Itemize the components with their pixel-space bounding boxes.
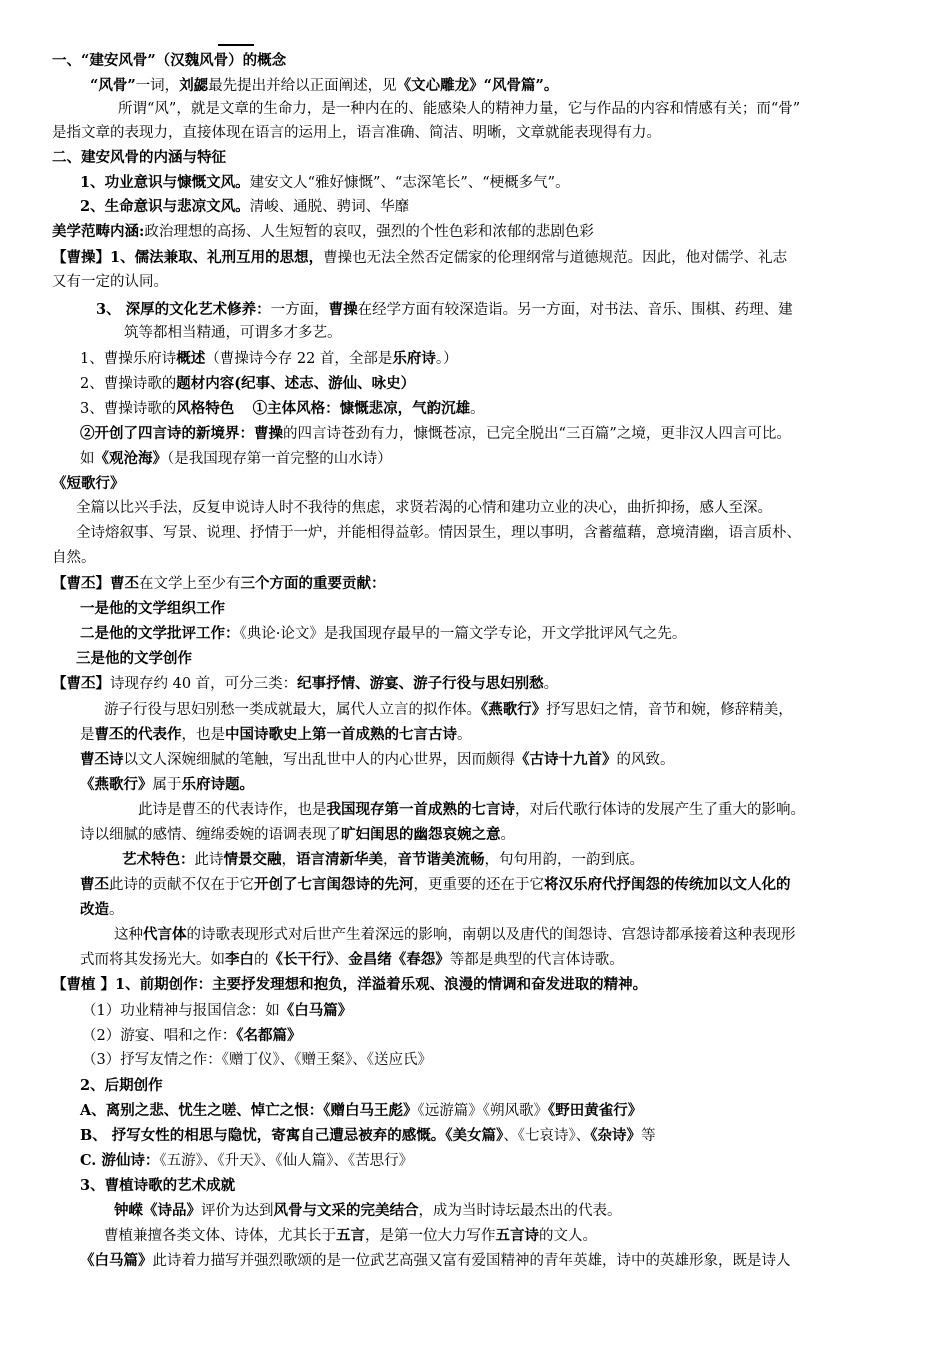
text-line: [76, 521, 801, 546]
text: 曹操也无法全然否定儒家的伦理纲常与道德规范。因此，他对儒学、礼志: [323, 250, 788, 266]
bold-text: B、 抒写女性的相思与隐忧，寄寓自己遭忌被弃的感慨。: [80, 1127, 446, 1144]
text: ，是第一位大力写作: [365, 1228, 496, 1244]
bold-text: 3、曹植诗歌的艺术成就: [80, 1177, 236, 1194]
bold-text: 《野田黄雀行》: [548, 1102, 643, 1119]
bold-text: 开创了七言闺怨诗的先河: [254, 876, 414, 893]
text-line: [80, 346, 458, 371]
bold-text: 一、“建安风骨”（汉魏风骨）的概念: [52, 52, 287, 69]
bold-text: 《观沧海》: [94, 450, 167, 467]
text: 等: [641, 1128, 656, 1144]
bold-text: 二是他的文学批评工作：: [80, 625, 240, 642]
text-line: [52, 219, 594, 244]
text-line: [80, 1098, 642, 1123]
bold-text: C. 游仙诗：: [80, 1152, 160, 1169]
bold-text: 《古诗十九首》: [515, 751, 617, 768]
bold-text: 《赠白马王彪》: [323, 1102, 418, 1119]
bold-text: 一是他的文学组织工作: [80, 600, 225, 617]
bold-text: 五言: [336, 1227, 365, 1244]
text: 最先提出并给以正面阐述，见: [208, 78, 397, 94]
bold-text: 曹丕: [80, 876, 109, 893]
bold-text: 金昌绪《春怨》: [348, 951, 450, 968]
bold-text: 曹操: [254, 425, 283, 442]
bold-text: 艺术特色：: [122, 851, 195, 868]
text: 以文人深婉细腻的笔触，写出乱世中人的内心世界，因而颇得: [123, 752, 515, 768]
text: ，: [281, 852, 296, 868]
text-line: [52, 571, 386, 596]
bold-text: 题材内容(纪事、述志、游仙、咏史）: [176, 375, 416, 392]
text: 筑等都相当精通，可谓多才多艺。: [124, 325, 342, 341]
bold-text: 语言清新华美: [296, 851, 383, 868]
text-line: [80, 947, 624, 972]
text-line: [82, 998, 352, 1023]
text: 是: [80, 727, 95, 743]
text: 。: [109, 902, 124, 918]
text-line: [52, 48, 286, 73]
text: 评价为达到: [201, 1203, 274, 1219]
text-line: [96, 297, 793, 322]
text-line: [104, 1223, 597, 1248]
text-line: [80, 1123, 656, 1148]
text-line: [80, 1073, 163, 1098]
text-line: [80, 396, 485, 421]
text: 诗以细腻的感情、缠绵委婉的语调表现了: [80, 827, 341, 843]
text: 此诗: [194, 852, 224, 868]
text-line: [52, 671, 558, 696]
text: （3）抒写友情之作：《赠丁仪》、《赠王粲》、《送应氏》: [82, 1052, 432, 1068]
bold-text: 【曹丕】: [52, 675, 110, 692]
text-line: [80, 446, 392, 471]
bold-text: 《文心雕龙》“风骨篇”。: [396, 77, 559, 94]
text: 此诗的贡献不仅在于它: [109, 877, 254, 893]
bold-text: 【曹植 】1、前期创作：主要抒发理想和抱负，洋溢着乐观、浪漫的情调和奋发进取的精神。: [52, 976, 648, 993]
bold-text: 概述: [176, 350, 206, 367]
text-line: [52, 972, 647, 997]
text-line: [80, 1173, 235, 1198]
text: （曹操诗今存 22 首，全部是: [205, 351, 393, 367]
text: 3、曹操诗歌的: [80, 401, 177, 417]
text-line: [80, 170, 570, 195]
text: 全篇以比兴手法，反复申说诗人时不我待的焦虑，求贤若渴的心情和建功立业的决心，曲折抑扬，感人至深。: [76, 500, 772, 516]
text: ，成为当时诗坛最杰出的代表。: [418, 1203, 622, 1219]
bold-text: 乐府诗题。: [181, 776, 254, 793]
text: ，句句用韵，一韵到底。: [484, 852, 644, 868]
bold-text: 曹操: [328, 301, 358, 318]
text: 、《七哀诗》、: [503, 1128, 591, 1144]
text: 如: [80, 451, 95, 467]
text: 。: [543, 676, 559, 692]
bold-text: 曹丕的代表作: [94, 726, 182, 743]
bold-text: 【曹丕】曹丕: [52, 575, 139, 592]
text-line: [52, 546, 96, 571]
bold-text: 《长干行》: [268, 951, 334, 968]
text: 游子行役与思妇别愁一类成就最大，属代人立言的拟作体。: [104, 702, 481, 718]
text: 所谓“风”，就是文章的生命力，是一种内在的、能感染人的精神力量，它与作品的内容和情感有关；而“骨”: [118, 101, 801, 117]
text: 在文学上至少有: [139, 576, 241, 592]
text-line: [80, 371, 415, 396]
bold-text: 《杂诗》: [590, 1127, 642, 1144]
text: 1、曹操乐府诗: [80, 351, 177, 367]
bold-text: 代言体: [143, 926, 187, 943]
bold-text: 2、后期创作: [80, 1077, 163, 1094]
bold-text: 旷妇闺思的幽怨哀婉之意: [341, 826, 501, 843]
text: 2、曹操诗歌的: [80, 376, 177, 392]
text: 此诗是曹丕的代表诗作，也是: [138, 802, 327, 818]
text: 的文人。: [539, 1228, 597, 1244]
text-line: [114, 922, 796, 947]
text-line: [52, 471, 125, 496]
text: 属于: [152, 777, 182, 793]
text: 。）: [435, 351, 458, 367]
bold-text: 《美女篇》: [445, 1127, 504, 1144]
text-line: [114, 1198, 622, 1223]
text-line: [76, 646, 192, 671]
bold-text: ①主体风格：慷慨悲凉，气韵沉雄: [252, 400, 471, 417]
text: ，更重要的还在于它: [413, 877, 544, 893]
bold-text: ②开创了四言诗的新境界：: [80, 425, 254, 442]
text: 自然。: [52, 550, 96, 566]
text: 。: [457, 727, 472, 743]
text-line: [80, 421, 791, 446]
bold-text: A、离别之悲、忧生之嗟、悼亡之恨：: [80, 1102, 324, 1119]
text-line: [80, 194, 409, 219]
bold-text: 钟嵘《诗品》: [114, 1202, 201, 1219]
text-line: [80, 722, 472, 747]
bold-text: 乐府诗: [392, 350, 436, 367]
text: 。: [470, 401, 485, 417]
text: 。: [500, 827, 515, 843]
bold-text: 五言诗: [495, 1227, 539, 1244]
bold-text: 3、 深厚的文化艺术修养：: [96, 301, 271, 318]
text-line: [80, 1148, 413, 1173]
text: 此诗着力描写并强烈歌颂的是一位武艺高强又富有爱国精神的青年英雄，诗中的英雄形象，既是诗人: [152, 1253, 791, 1269]
text-line: [118, 97, 800, 122]
text: 等都是典型的代言体诗歌。: [449, 952, 624, 968]
bold-text: 风骨与文采的完美结合: [273, 1202, 419, 1219]
bold-text: 《名都篇》: [236, 1027, 302, 1044]
bold-text: “风骨”: [90, 77, 136, 94]
bold-text: 我国现存第一首成熟的七言诗: [326, 801, 515, 818]
bold-text: 美学范畴内涵:: [52, 223, 145, 240]
text-line: [124, 321, 342, 346]
text: 又有一定的认同。: [52, 274, 168, 290]
text: （是我国现存第一首完整的山水诗）: [167, 451, 392, 467]
text-line: [80, 772, 254, 797]
text-line: [80, 822, 515, 847]
text: （1）功业精神与报国信念：如: [82, 1003, 280, 1019]
text-line: [76, 496, 772, 521]
text: 全诗熔叙事、写景、说理、抒情于一炉，并能相得益彰。情因景生，理以事明，含蓄蕴藉，意境清幽，语言质朴、: [76, 525, 801, 541]
text: 的四言诗苍劲有力，慷慨苍凉，已完全脱出“三百篇”之境，更非汉人四言可比。: [283, 426, 791, 442]
bold-text: 《燕歌行》: [80, 776, 153, 793]
text-line: [52, 270, 168, 295]
text: 清峻、通脱、骋词、华靡: [249, 199, 410, 215]
bold-text: 情景交融: [223, 851, 282, 868]
text-line: [52, 245, 787, 270]
bold-text: 李白: [225, 951, 254, 968]
text: 曹植兼擅各类文体、诗体，尤其长于: [104, 1228, 336, 1244]
text-line: [52, 145, 226, 170]
text: ，对后代歌行体诗的发展产生了重大的影响。: [515, 802, 805, 818]
text-line: [90, 73, 558, 98]
text: 诗现存约 40 首，可分三类：: [110, 676, 298, 692]
text-line: [104, 697, 793, 722]
text-line: [80, 596, 225, 621]
bold-text: 曹丕诗: [80, 751, 124, 768]
text: 《典论·论文》是我国现存最早的一篇文学专论，开文学批评风气之先。: [239, 626, 687, 642]
text: 《五游》、《升天》、《仙人篇》、《苦思行》: [159, 1153, 414, 1169]
text: 式而将其发扬光大。如: [80, 952, 225, 968]
bold-text: 《白马篇》: [80, 1252, 153, 1269]
bold-text: 三是他的文学创作: [76, 650, 192, 667]
bold-text: 2、生命意识与悲凉文风。: [80, 198, 250, 215]
text: 这种: [114, 927, 143, 943]
bold-text: 【曹操】1、儒法兼取、礼刑互用的思想，: [52, 249, 324, 266]
text: 在经学方面有较深造诣。另一方面，对书法、音乐、围棋、药理、建: [357, 302, 793, 318]
bold-text: 改造: [80, 901, 109, 918]
bold-text: 1、功业意识与慷慨文风。: [80, 174, 250, 191]
text-line: [80, 872, 791, 897]
text: （2）游宴、唱和之作：: [82, 1028, 237, 1044]
text: 抒写思妇之情，音节和婉，修辞精美，: [546, 702, 793, 718]
bold-text: 中国诗歌史上第一首成熟的七言古诗: [225, 726, 457, 743]
bold-text: 《白马篇》: [279, 1002, 353, 1019]
text-line: [80, 1248, 791, 1273]
bold-text: 风格特色: [176, 400, 235, 417]
text: 政治理想的高扬、人生短暂的哀叹，强烈的个性色彩和浓郁的悲剧色彩: [144, 224, 594, 240]
text-line: [82, 1048, 432, 1073]
text: ，也是: [181, 727, 225, 743]
text: 是指文章的表现力，直接体现在语言的运用上，语言准确、简洁、明晰，文章就能表现得有力。: [52, 125, 661, 141]
text: 的风致。: [616, 752, 675, 768]
text-line: [52, 121, 661, 146]
text-line: [80, 747, 675, 772]
bold-text: 音节谐美流畅: [397, 851, 485, 868]
top-dash-rule: [218, 44, 254, 46]
text: 建安文人“雅好慷慨”、“志深笔长”、“梗概多气”。: [249, 175, 570, 191]
text-line: [80, 621, 686, 646]
text: 一方面，: [270, 302, 329, 318]
text: 的: [254, 952, 269, 968]
text-line: [82, 1023, 301, 1048]
text-line: [80, 897, 124, 922]
text: 一词，: [135, 78, 180, 94]
text: ，: [383, 852, 398, 868]
bold-text: 《短歌行》: [52, 475, 125, 492]
bold-text: 《燕歌行》: [481, 701, 547, 718]
bold-text: 三个方面的重要贡献：: [240, 575, 386, 592]
text: [234, 401, 252, 417]
bold-text: 纪事抒情、游宴、游子行役与思妇别愁: [297, 675, 544, 692]
text: 的诗歌表现形式对后世产生着深远的影响，南朝以及唐代的闺怨诗、宫怨诗都承接着这种表现形: [186, 927, 796, 943]
bold-text: 将汉乐府代抒闺怨的传统加以文人化的: [544, 876, 791, 893]
text-line: [122, 847, 644, 872]
bold-text: 二、建安风骨的内涵与特征: [52, 149, 226, 166]
text-line: [138, 797, 805, 822]
bold-text: 刘勰: [179, 77, 209, 94]
text: 、: [333, 952, 349, 968]
text: 《远游篇》《朔风歌》: [417, 1103, 548, 1119]
